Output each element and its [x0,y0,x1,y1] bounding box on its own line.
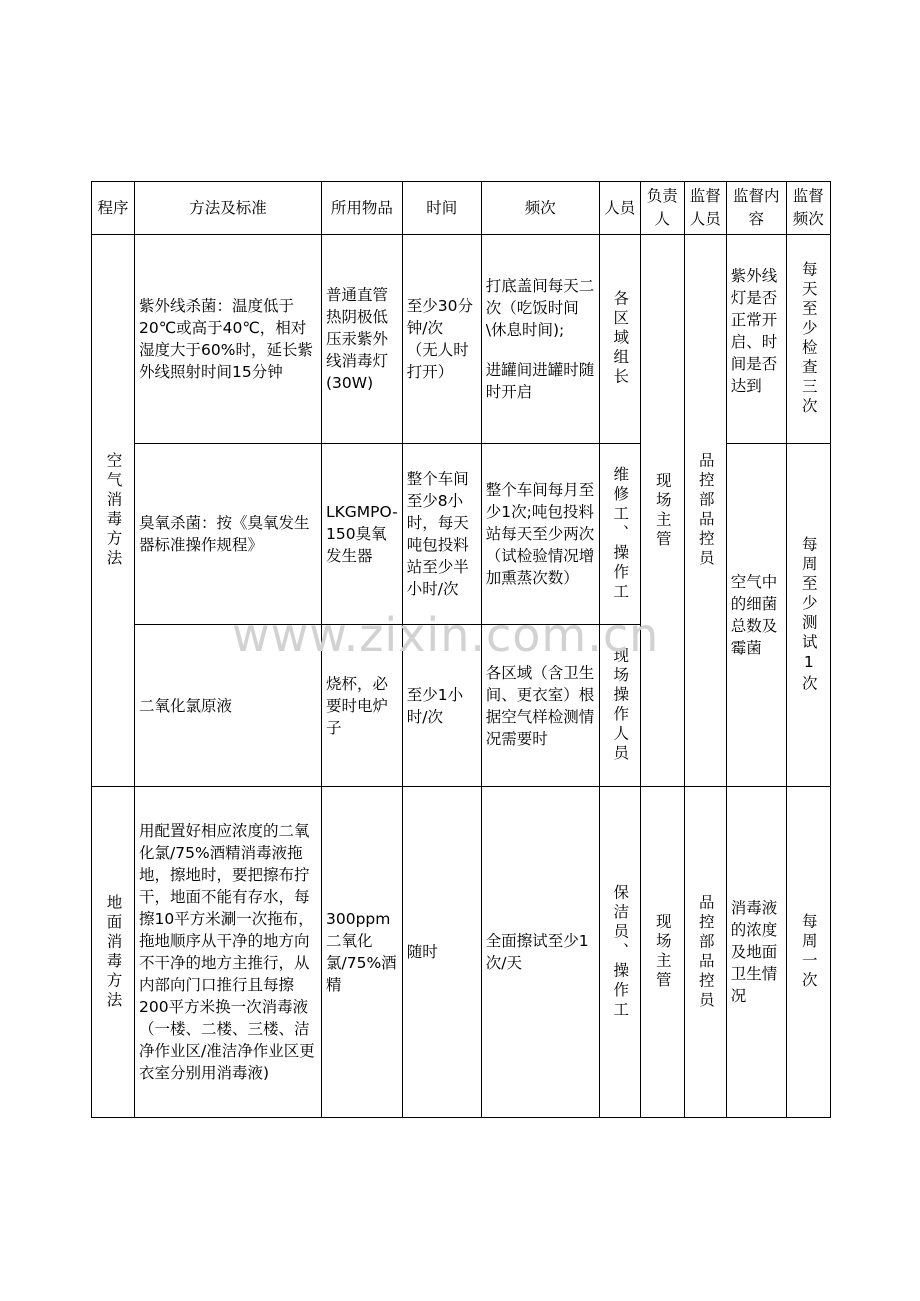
uv-time: 至少30分钟/次 （无人时打开） [402,235,481,444]
uv-items: 普通直管热阴极低压汞紫外线消毒灯(30W) [322,235,403,444]
header-row [92,182,831,235]
floor-supervisor: 品控部品控员 [696,893,715,1011]
uv-method: 紫外线杀菌：温度低于20℃或高于40℃，相对湿度大于60%时，延长紫外线照射时间15分钟 [135,235,322,444]
air-program-label: 空气消毒方法 [104,452,123,569]
header-program: 程序 [92,182,135,235]
chlorine-staff-cell [599,625,640,787]
air-supervision-content-2: 空气中的细菌总数及霉菌 [726,444,786,787]
floor-supervision-frequency-cell [786,787,830,1118]
floor-staff-cell [599,787,640,1118]
floor-staff: 保洁员、操作工 [611,883,630,1021]
floor-supervision-frequency: 每周一次 [799,913,818,991]
ozone-time: 整个车间至少8小时，每天吨包投料站至少半小时/次 [402,444,481,625]
header-method: 方法及标准 [135,182,322,235]
floor-frequency: 全面擦试至少1次/天 [481,787,599,1118]
air-supervision-frequency-2-cell [786,444,830,787]
uv-frequency-a: 打底盖间每天二次（吃饭时间\休息时间); [485,277,595,339]
floor-supervision-content: 消毒液的浓度及地面卫生情况 [726,787,786,1118]
table-row [92,235,831,444]
chlorine-items: 烧杯，必要时电炉子 [322,625,403,787]
uv-staff-cell [599,235,640,444]
header-staff: 人员 [599,182,640,235]
ozone-staff-cell [599,444,640,625]
watermark: www.zixin.com.cn [232,608,660,662]
header-responsible: 负责人 [640,182,684,235]
floor-supervisor-cell [684,787,726,1118]
floor-program-cell [92,787,135,1118]
uv-frequency-b: 进罐间进罐时随时开启 [485,361,595,401]
header-supervision-content: 监督内容 [726,182,786,235]
air-responsible: 现场主管 [653,471,672,550]
ozone-staff: 维修工、操作工 [611,465,630,603]
header-supervisor: 监督人员 [684,182,726,235]
header-items: 所用物品 [322,182,403,235]
chlorine-time: 至少1小时/次 [402,625,481,787]
header-frequency: 频次 [481,182,599,235]
floor-program-label: 地面消毒方法 [104,893,123,1011]
uv-supervision-frequency-cell [786,235,830,444]
uv-supervision-frequency: 每天至少检查三次 [799,261,818,417]
floor-method: 用配置好相应浓度的二氧化氯/75%酒精消毒液拖地，擦地时，要把擦布拧干，地面不能有存水，每擦10平方米涮一次拖布，拖地顺序从干净的地方向不干净的地方主推行，从内部向门口推行且每擦200平方米换一次消毒液（一楼、二楼、三楼、洁净作业区/准洁净作业区更衣室分别用消毒液) [135,787,322,1118]
air-supervisor: 品控部品控员 [696,452,715,569]
air-responsible-cell [640,235,684,787]
air-supervisor-cell [684,235,726,787]
uv-frequency [481,235,599,444]
uv-staff: 各区域组长 [611,290,630,388]
ozone-frequency: 整个车间每月至少1次;吨包投料站每天至少两次（试检验情况增加熏蒸次数） [481,444,599,625]
air-supervision-frequency-2: 每周至少测试1次 [799,535,818,695]
chlorine-frequency: 各区域（含卫生间、更衣室）根据空气样检测情况需要时 [481,625,599,787]
chlorine-method: 二氧化氯原液 [135,625,322,787]
floor-items: 300ppm二氧化氯/75%酒精 [322,787,403,1118]
floor-responsible: 现场主管 [653,913,672,991]
header-supervision-frequency: 监督频次 [786,182,830,235]
header-time: 时间 [402,182,481,235]
chlorine-staff: 现场操作人员 [611,647,630,764]
ozone-items: LKGMPO-150臭氧发生器 [322,444,403,625]
table-row [92,787,831,1118]
floor-responsible-cell [640,787,684,1118]
floor-time: 随时 [402,787,481,1118]
uv-supervision-content: 紫外线灯是否正常开启、时间是否达到 [726,235,786,444]
ozone-method: 臭氧杀菌：按《臭氧发生器标准操作规程》 [135,444,322,625]
disinfection-table [91,181,831,1118]
air-program-cell [92,235,135,787]
